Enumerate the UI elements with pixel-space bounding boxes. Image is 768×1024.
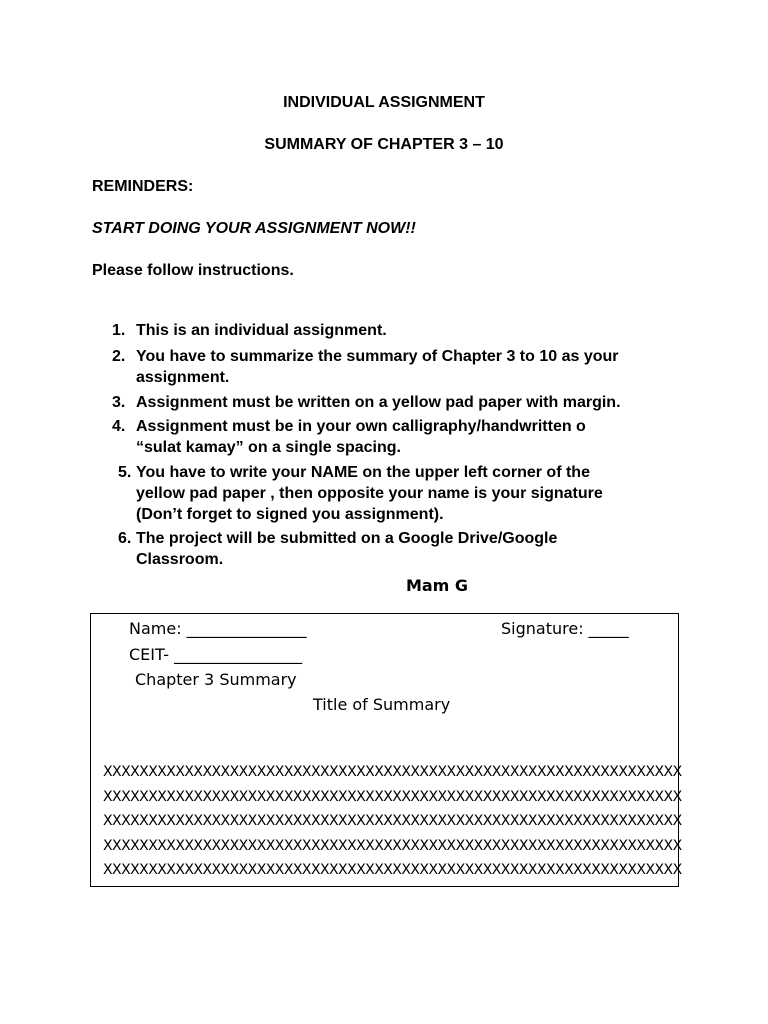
item-text: (Don’t forget to signed you assignment). xyxy=(136,506,444,523)
item-text: You have to summarize the summary of Chapter 3 to 10 as your xyxy=(136,348,619,365)
chapter-label: Chapter 3 Summary xyxy=(135,670,297,689)
item-number: 2. xyxy=(112,348,126,365)
summary-body-line: XXXXXXXXXXXXXXXXXXXXXXXXXXXXXXXXXXXXXXXXXXXXXXXXXXXXXXXXXXXXXXXX xyxy=(103,813,682,829)
item-text: The project will be submitted on a Google Drive/Google xyxy=(136,530,558,547)
item-number: 4. xyxy=(112,418,126,435)
item-number: 6. xyxy=(118,530,132,547)
summary-body-line: XXXXXXXXXXXXXXXXXXXXXXXXXXXXXXXXXXXXXXXXXXXXXXXXXXXXXXXXXXXXXXXX xyxy=(103,764,682,780)
item-number: 5. xyxy=(118,464,132,481)
item-text: Classroom. xyxy=(136,551,224,568)
item-number: 1. xyxy=(112,322,126,339)
summary-body-line: XXXXXXXXXXXXXXXXXXXXXXXXXXXXXXXXXXXXXXXXXXXXXXXXXXXXXXXXXXXXXXXX xyxy=(103,789,682,805)
item-text: “sulat kamay” on a single spacing. xyxy=(136,439,401,456)
instructions-intro: Please follow instructions. xyxy=(92,262,294,279)
summary-body-line: XXXXXXXXXXXXXXXXXXXXXXXXXXXXXXXXXXXXXXXXXXXXXXXXXXXXXXXXXXXXXXXX xyxy=(103,862,682,878)
reminders-heading: REMINDERS: xyxy=(92,178,194,195)
item-text: Assignment must be in your own calligraphy/handwritten o xyxy=(136,418,586,435)
urgent-reminder: START DOING YOUR ASSIGNMENT NOW!! xyxy=(92,220,416,237)
item-text: yellow pad paper , then opposite your name is your signature xyxy=(136,485,603,502)
page-title: INDIVIDUAL ASSIGNMENT xyxy=(283,94,485,111)
item-text: Assignment must be written on a yellow pad paper with margin. xyxy=(136,394,621,411)
signoff-name: Mam G xyxy=(405,576,469,595)
summary-body-line: XXXXXXXXXXXXXXXXXXXXXXXXXXXXXXXXXXXXXXXXXXXXXXXXXXXXXXXXXXXXXXXX xyxy=(103,838,682,854)
item-text: You have to write your NAME on the upper left corner of the xyxy=(136,464,590,481)
item-text: assignment. xyxy=(136,369,230,386)
name-field-label: Name: _______________ xyxy=(129,619,307,638)
ceit-field-label: CEIT- ________________ xyxy=(129,645,303,664)
item-number: 3. xyxy=(112,394,126,411)
item-text: This is an individual assignment. xyxy=(136,322,387,339)
page-subtitle: SUMMARY OF CHAPTER 3 – 10 xyxy=(264,136,504,153)
summary-title-label: Title of Summary xyxy=(313,695,451,714)
sample-format-box xyxy=(90,613,682,887)
signature-field-label: Signature: _____ xyxy=(501,619,629,638)
